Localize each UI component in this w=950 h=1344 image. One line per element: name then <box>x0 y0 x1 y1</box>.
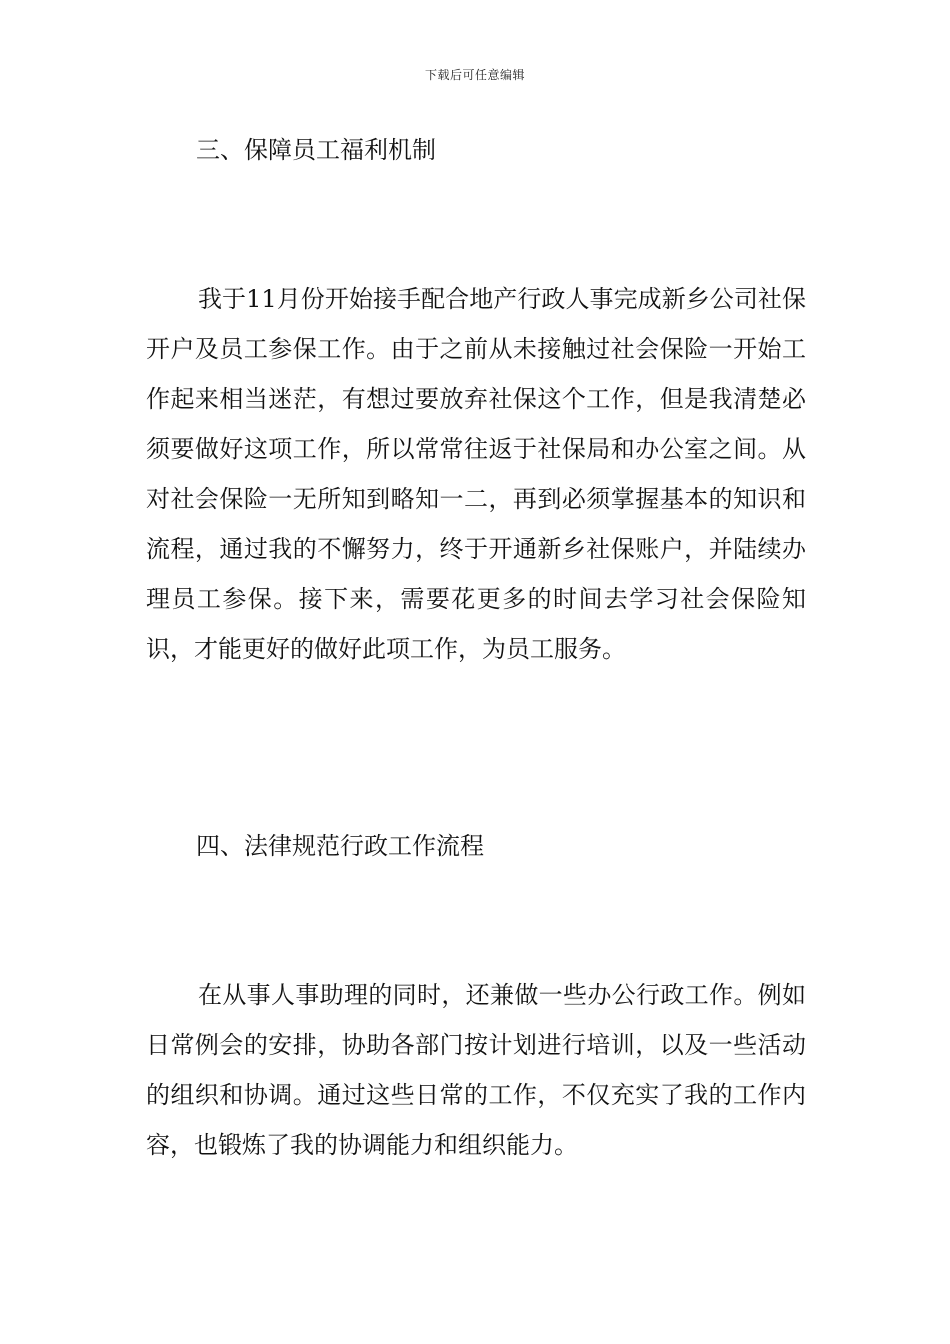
section-heading-3: 三、保障员工福利机制 <box>196 136 436 164</box>
section-paragraph-4: 在从事人事助理的同时，还兼做一些办公行政工作。例如日常例会的安排，协助各部门按计划进行培训，以及一些活动的组织和协调。通过这些日常的工作，不仅充实了我的工作内容，也锻炼了我的协调能力和组织能力。 <box>146 981 806 1159</box>
header-note: 下载后可任意编辑 <box>424 68 525 82</box>
section-heading-4: 四、法律规范行政工作流程 <box>196 832 484 860</box>
section-paragraph-3: 我于11月份开始接手配合地产行政人事完成新乡公司社保开户及员工参保工作。由于之前从未接触过社会保险一开始工作起来相当迷茫，有想过要放弃社保这个工作，但是我清楚必须要做好这项工作，所以常常往返于社保局和办公室之间。从对社会保险一无所知到略知一二，再到必须掌握基本的知识和流程，通过我的不懈努力，终于开通新乡社保账户，并陆续办理员工参保。接下来，需要花更多的时间去学习社会保险知识，才能更好的做好此项工作，为员工服务。 <box>146 285 806 663</box>
